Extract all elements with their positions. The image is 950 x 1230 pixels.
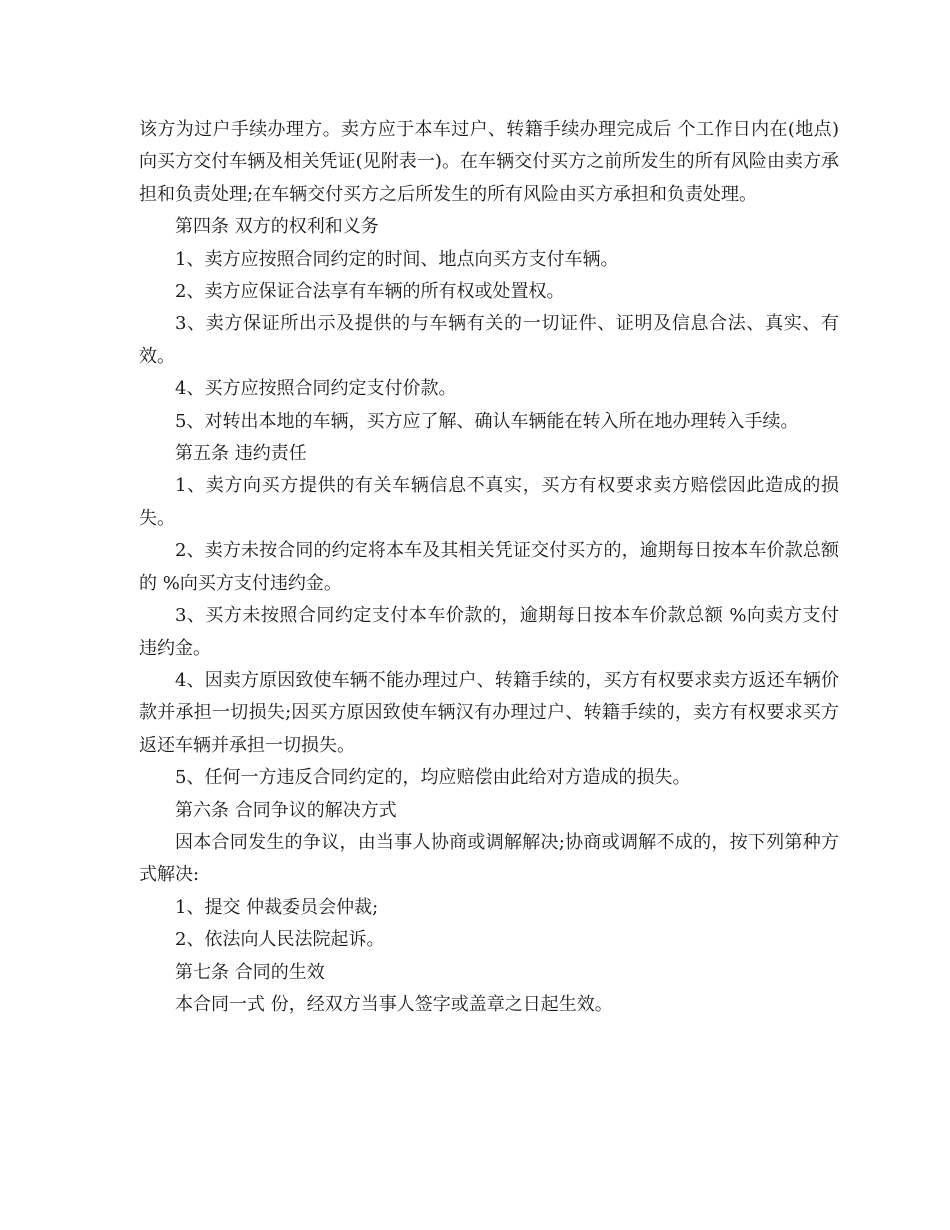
- article-4-item-5: 5、对转出本地的车辆，买方应了解、确认车辆能在转入所在地办理转入手续。: [175, 410, 799, 432]
- article-6-item-1: 1、提交 仲裁委员会仲裁;: [175, 896, 379, 918]
- article-5-item-3: 3、买方未按照合同约定支付本车价款的，逾期每日按本车价款总额 %向卖方支付违约金。: [139, 605, 839, 659]
- article-7-heading: 第七条 合同的生效: [175, 961, 325, 983]
- paragraph-handover-terms: 该方为过户手续办理方。卖方应于本车过户、转籍手续办理完成后 个工作日内在(地点)向买方交付车辆及相关凭证(见附表一)。在车辆交付买方之前所发生的所有风险由卖方承担和负责处理;在车辆交付买方之后所发生的所有风险由买方承担和负责处理。: [139, 119, 839, 205]
- article-5-item-1: 1、卖方向买方提供的有关车辆信息不真实，买方有权要求卖方赔偿因此造成的损失。: [139, 475, 839, 529]
- article-4-item-2: 2、卖方应保证合法享有车辆的所有权或处置权。: [175, 281, 565, 303]
- document-body: [139, 114, 839, 1021]
- article-6-body: 因本合同发生的争议，由当事人协商或调解解决;协商或调解不成的，按下列第种方式解决:: [139, 831, 839, 886]
- article-4-item-1: 1、卖方应按照合同约定的时间、地点向买方支付车辆。: [175, 248, 619, 270]
- article-5-item-2: 2、卖方未按合同的约定将本车及其相关凭证交付买方的，逾期每日按本车价款总额的 %向买方支付违约金。: [139, 540, 839, 594]
- article-7-body: 本合同一式 份，经双方当事人签字或盖章之日起生效。: [175, 993, 613, 1015]
- article-5-heading: 第五条 违约责任: [175, 443, 307, 465]
- article-4-item-3: 3、卖方保证所出示及提供的与车辆有关的一切证件、证明及信息合法、真实、有效。: [139, 313, 839, 367]
- article-5-item-4: 4、因卖方原因致使车辆不能办理过户、转籍手续的，买方有权要求卖方返还车辆价款并承担一切损失;因买方原因致使车辆汉有办理过户、转籍手续的，卖方有权要求买方返还车辆并承担一切损失。: [139, 669, 839, 756]
- article-4-heading: 第四条 双方的权利和义务: [175, 216, 379, 238]
- article-4-item-4: 4、买方应按照合同约定支付价款。: [175, 378, 457, 400]
- article-5-item-5: 5、任何一方违反合同约定的，均应赔偿由此给对方造成的损失。: [175, 767, 691, 789]
- article-6-heading: 第六条 合同争议的解决方式: [175, 799, 397, 821]
- article-6-item-2: 2、依法向人民法院起诉。: [175, 929, 385, 951]
